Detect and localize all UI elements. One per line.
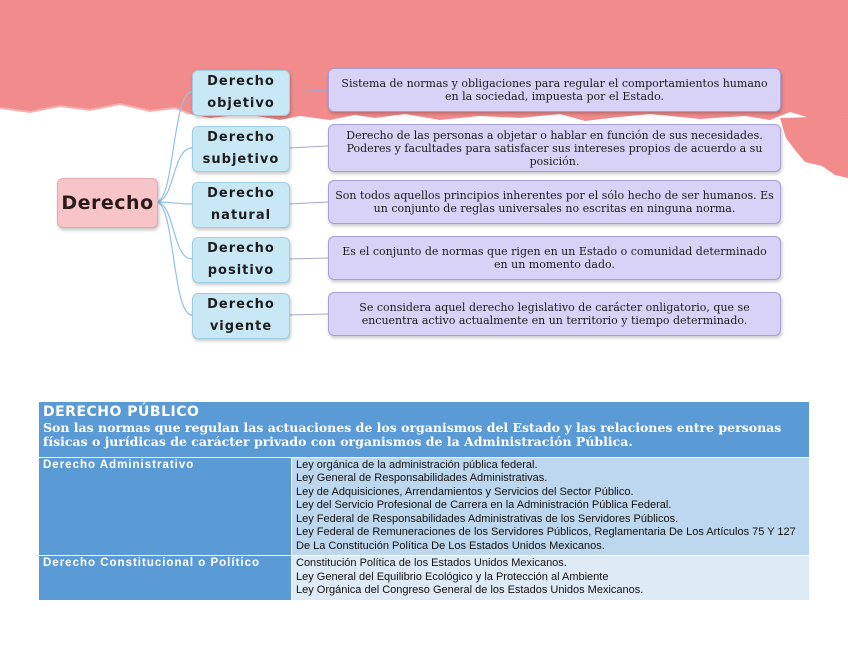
branch-desc-positivo: Es el conjunto de normas que rigen en un Estado o comunidad determinado en un momento dado. (328, 236, 781, 280)
branch-desc-subjetivo: Derecho de las personas a objetar o hablar en función de sus necesidades. Poderes y facultades para satisfacer sus intereses propios de acuerdo a su posición. (328, 124, 781, 172)
table-subtitle: Son las normas que regulan las actuaciones de los organismos del Estado y las relaciones entre personas físicas o jurídicas de carácter privado con organismos de la Administración Pública. (43, 420, 782, 449)
branch-node-subjetivo: Derecho subjetivo (192, 126, 290, 172)
law-item: Constitución Política de los Estados Unidos Mexicanos. (296, 557, 567, 569)
table-header-row (39, 402, 809, 457)
table-title: DERECHO PÚBLICO (43, 404, 200, 420)
branch-node-vigente: Derecho vigente (192, 293, 290, 339)
branch-desc-natural: Son todos aquellos principios inherentes por el sólo hecho de ser humanos. Es un conjunto de reglas universales no escritas en ninguna norma. (328, 180, 781, 224)
root-node-derecho: Derecho (57, 178, 158, 228)
branch-node-objetivo: Derecho objetivo (192, 70, 290, 116)
laws-administrativo (292, 457, 810, 556)
law-item: Ley Orgánica del Congreso General de los Estados Unidos Mexicanos. (296, 584, 644, 596)
derecho-publico-table (39, 402, 809, 600)
law-item: Ley Federal de Remuneraciones de los Servidores Públicos, Reglamentaria De Los Artículos 75 Y 127 De La Constitución Política De Los Estados Unidos Mexicanos. (296, 526, 796, 552)
category-administrativo: Derecho Administrativo (39, 457, 292, 556)
branch-desc-objetivo: Sistema de normas y obligaciones para regular el comportamientos humano en la sociedad, impuesta por el Estado. (328, 68, 781, 112)
table-row (39, 457, 809, 556)
law-item: Ley Federal de Responsabilidades Administrativas de los Servidores Públicos. (296, 512, 679, 525)
branch-desc-vigente: Se considera aquel derecho legislativo de carácter onligatorio, que se encuentra activo actualmente en un territorio y tiempo determinado. (328, 292, 781, 336)
table-header-cell (39, 402, 809, 457)
law-item: Ley General del Equilibrio Ecológico y la Protección al Ambiente (296, 570, 609, 583)
category-constitucional: Derecho Constitucional o Político (39, 556, 292, 600)
branch-node-positivo: Derecho positivo (192, 237, 290, 283)
law-item: Ley de Adquisiciones, Arrendamientos y Servicios del Sector Público. (296, 485, 634, 498)
law-item: Ley General de Responsabilidades Administrativas. (296, 472, 548, 484)
law-item: Ley del Servicio Profesional de Carrera en la Administración Pública Federal. (296, 499, 672, 511)
table-row (39, 556, 809, 600)
laws-constitucional (292, 556, 810, 600)
law-item: Ley orgánica de la administración pública federal. (296, 458, 538, 471)
branch-node-natural: Derecho natural (192, 182, 290, 228)
